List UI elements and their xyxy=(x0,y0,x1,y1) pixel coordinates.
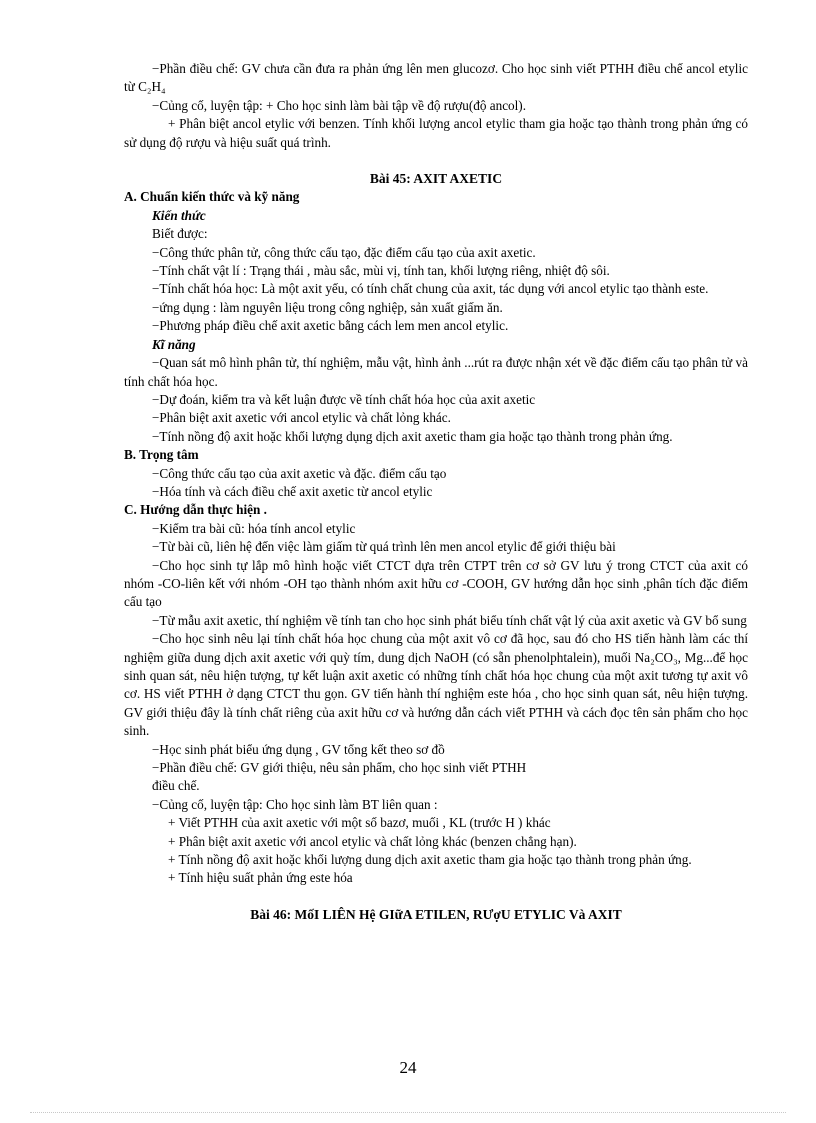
guide-item: −Cho học sinh nêu lại tính chất hóa học chung của một axit vô cơ đã học, sau đó cho HS tiến hành làm các thí nghiệm giữa dung dịch axit axetic với quỳ tím, dung dịch NaOH (có sẵn phenolphtalein), muối Na₂CO₃, Mg...để học sinh quan sát, nêu hiện tượng, tự kết luận axit axetic có những tính chất hóa học chung của một axit tương tự axit vô cơ. HS viết PTHH ở dạng CTCT thu gọn. GV tiến hành thí nghiệm este hóa , cho học sinh quan sát, nêu hiện tượng. GV giới thiệu đây là tính chất riêng của axit hữu cơ và hướng dẫn cách viết PTHH và cách đọc tên sản phẩm cho học sinh. xyxy=(124,631,748,739)
exercise-item: + Tính nồng độ axit hoặc khối lượng dung dịch axit axetic tham gia hoặc tạo thành trong phản ứng. xyxy=(168,852,692,868)
guide-item: −Phần điều chế: GV giới thiệu, nêu sản phẩm, cho học sinh viết PTHH xyxy=(152,760,527,776)
intro-line-2: −Củng cố, luyện tập: + Cho học sinh làm bài tập về độ rượu(độ ancol). xyxy=(152,97,526,113)
section-a-heading: A. Chuẩn kiến thức và kỹ năng xyxy=(124,189,300,205)
intro-line-3: + Phân biệt ancol etylic với benzen. Tính khối lượng ancol etylic tham gia hoặc tạo thành trong phản ứng có sử dụng độ rượu và hiệu suất quá trình. xyxy=(124,116,748,150)
guide-item: −Từ bài cũ, liên hệ đến việc làm giấm từ quá trình lên men ancol etylic để giới thiệu bài xyxy=(152,539,616,555)
skills-item: −Phân biệt axit axetic với ancol etylic và chất lỏng khác. xyxy=(152,410,451,426)
guide-item: −Củng cố, luyện tập: Cho học sinh làm BT liên quan : xyxy=(152,796,438,812)
exercise-item: + Tính hiệu suất phản ứng este hóa xyxy=(168,870,353,886)
knowledge-item: −Công thức phân tử, công thức cấu tạo, đặc điểm cấu tạo của axit axetic. xyxy=(152,244,536,260)
knowledge-item: −ứng dụng : làm nguyên liệu trong công nghiệp, sản xuất giấm ăn. xyxy=(152,299,503,315)
skills-heading: Kĩ năng xyxy=(152,336,196,352)
guide-item: −Từ mẫu axit axetic, thí nghiệm về tính tan cho học sinh phát biểu tính chất vật lý của axit axetic và GV bổ sung xyxy=(152,612,747,628)
knowledge-item: −Tính chất vật lí : Trạng thái , màu sắc, mùi vị, tính tan, khối lượng riêng, nhiệt độ sôi. xyxy=(152,263,610,279)
knowledge-intro: Biết được: xyxy=(152,226,208,242)
skills-item: −Tính nồng độ axit hoặc khối lượng dụng dịch axit axetic tham gia hoặc tạo thành trong phản ứng. xyxy=(152,428,673,444)
exercise-item: + Viết PTHH của axit axetic với một số bazơ, muối , KL (trước H ) khác xyxy=(168,815,551,831)
guide-item: điều chế. xyxy=(152,778,200,794)
guide-item: −Học sinh phát biểu ứng dụng , GV tổng kết theo sơ đồ xyxy=(152,741,445,757)
guide-item: −Cho học sinh tự lắp mô hình hoặc viết CTCT dựa trên CTPT trên cơ sở GV lưu ý trong CTCT của axit có nhóm -CO-liên kết với nhóm -OH tạo thành nhóm axit hữu cơ -COOH, GV hướng dẫn học sinh ,phân tích đặc điểm cấu tạo xyxy=(124,557,748,610)
page-number: 24 xyxy=(399,1058,417,1077)
skills-item: −Dự đoán, kiểm tra và kết luận được về tính chất hóa học của axit axetic xyxy=(152,391,536,407)
lesson-46-title: Bài 46: MốI LIÊN Hệ GIữA ETILEN, RƯợU ETYLIC Và AXIT xyxy=(250,906,622,922)
knowledge-item: −Tính chất hóa học: Là một axit yếu, có tính chất chung của axit, tác dụng với ancol etylic tạo thành este. xyxy=(152,281,709,297)
section-c-heading: C. Hướng dẫn thực hiện . xyxy=(124,502,267,518)
lesson-45-title: Bài 45: AXIT AXETIC xyxy=(369,171,503,187)
page-border xyxy=(30,1112,786,1113)
exercise-item: + Phân biệt axit axetic với ancol etylic và chất lỏng khác (benzen chẳng hạn). xyxy=(168,833,577,849)
document-page xyxy=(124,60,748,924)
knowledge-item: −Phương pháp điều chế axit axetic bằng cách lem men ancol etylic. xyxy=(152,318,509,334)
guide-item: −Kiểm tra bài cũ: hóa tính ancol etylic xyxy=(152,520,356,536)
section-b-heading: B. Trọng tâm xyxy=(124,447,199,463)
intro-line-1: −Phần điều chế: GV chưa cần đưa ra phản ứng lên men glucozơ. Cho học sinh viết PTHH điều chế ancol etylic từ C₂H₄ xyxy=(124,61,748,95)
skills-item: −Quan sát mô hình phân tử, thí nghiệm, mẫu vật, hình ảnh ...rút ra được nhận xét về đặc điểm cấu tạo phân tử và tính chất hóa học. xyxy=(124,355,748,389)
focus-item: −Hóa tính và cách điều chế axit axetic từ ancol etylic xyxy=(152,483,433,499)
focus-item: −Công thức cấu tạo của axit axetic và đặc. điểm cấu tạo xyxy=(152,465,447,481)
knowledge-heading: Kiến thức xyxy=(152,207,206,223)
